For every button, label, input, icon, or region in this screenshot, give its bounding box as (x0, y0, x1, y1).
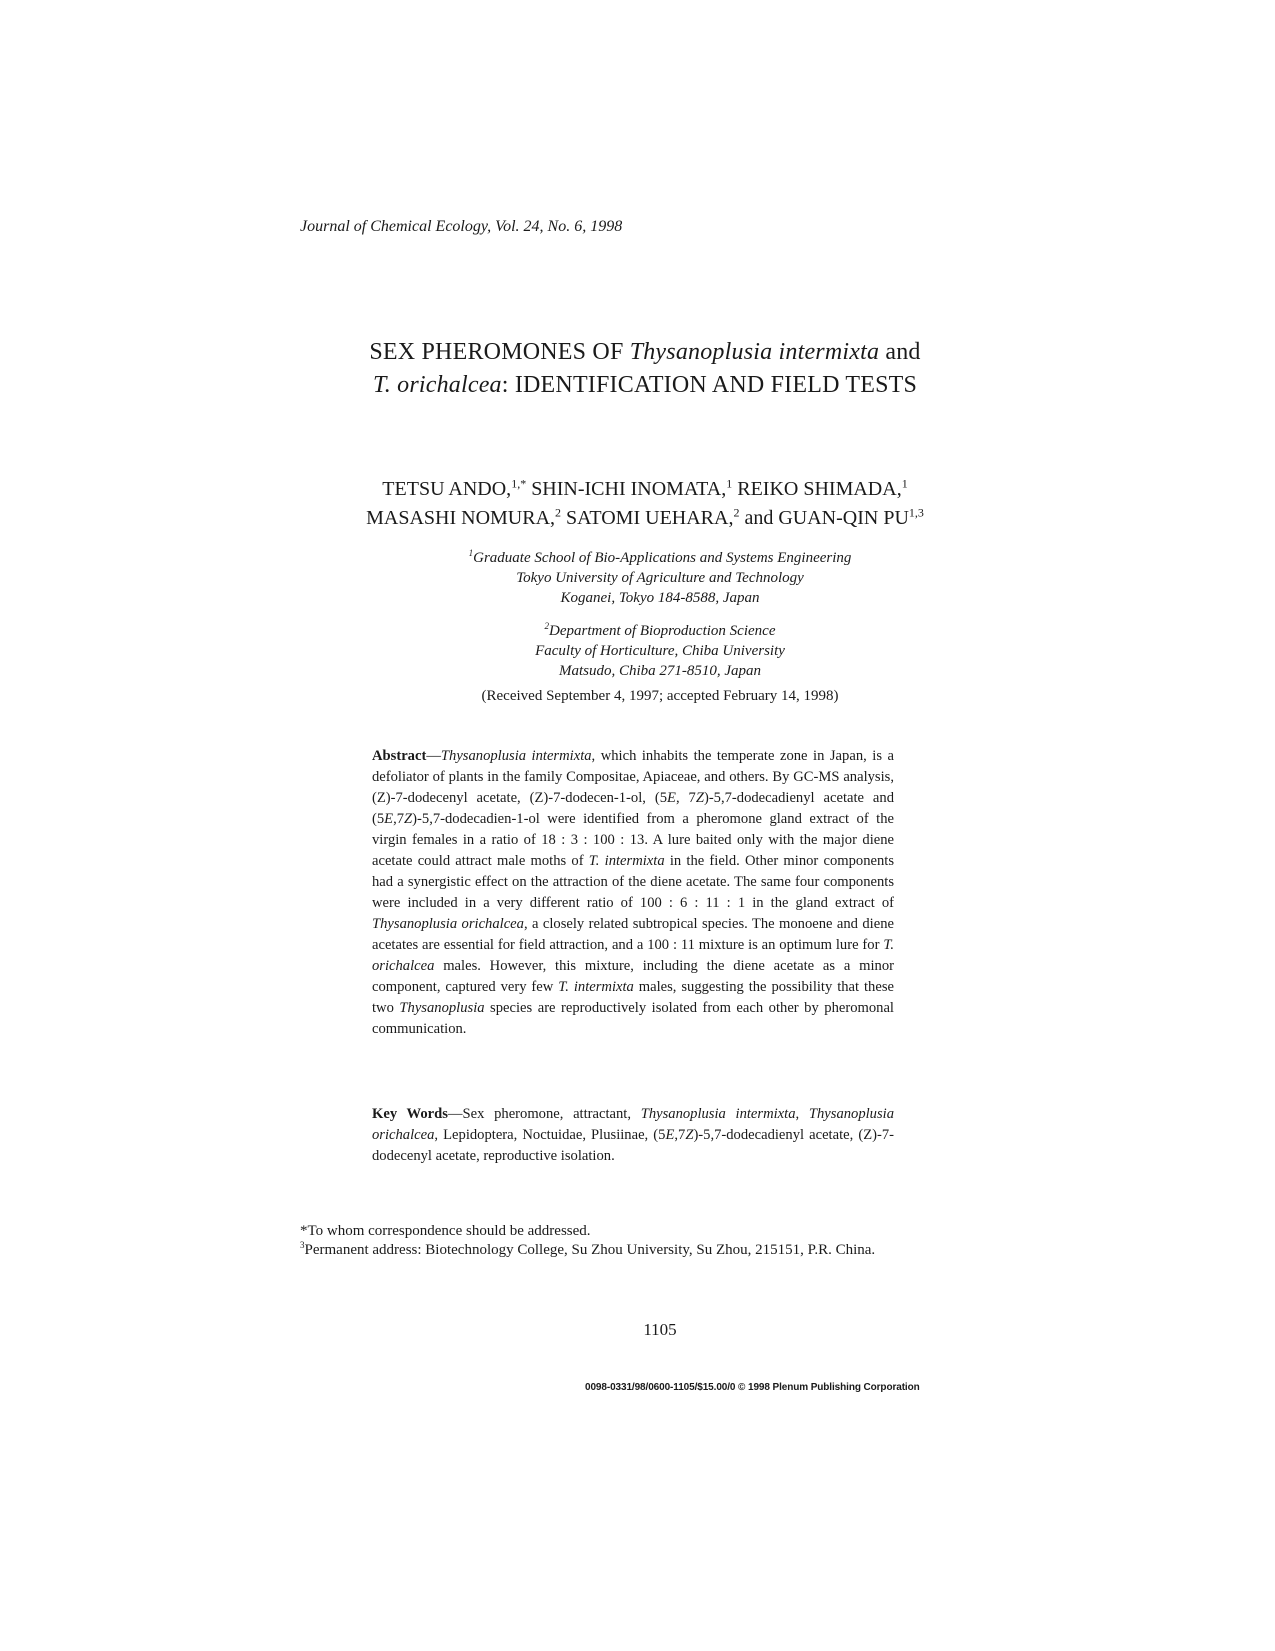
author-affiliation-marker: 1,3 (908, 505, 924, 520)
affiliation-line: $^1$Graduate School of Bio-Applications and Systems Engineering (468, 548, 852, 566)
footnote-marker: 3 (300, 1240, 305, 1250)
title-species-1: Thysanoplusia intermixta (629, 339, 880, 365)
affiliation-line: Matsudo, Chiba 271-8510, Japan (558, 663, 762, 679)
text-segment: )-5,7-dodecadienyl acetate, (Z)-7-dodecenyl acetate, reproductive isolation. (372, 1127, 894, 1164)
title-line1-end: and (879, 339, 921, 365)
text-segment: , 7 (675, 790, 696, 806)
italic-text: Z (695, 790, 704, 806)
text-segment: — (426, 748, 441, 764)
italic-text: E (665, 1127, 675, 1143)
key-words (372, 1104, 894, 1167)
footnote-permanent-address (300, 1241, 980, 1260)
text-segment: )-5,7-dodecadienyl acetate and (5 (372, 790, 895, 827)
italic-text: T. intermixta (558, 979, 634, 995)
author-affiliation-marker: 2 (555, 505, 562, 520)
article-title (280, 336, 1010, 402)
italic-text: Thysanoplusia (399, 1000, 485, 1016)
italic-text: T. orichalcea (372, 937, 894, 974)
title-line1-text: SEX PHEROMONES OF (369, 339, 630, 365)
affiliation-2 (330, 621, 990, 681)
author-name: GUAN-QIN PU (778, 507, 909, 529)
text-segment: , (795, 1106, 809, 1122)
abstract-label: Abstract (372, 748, 427, 764)
italic-text: E (667, 790, 676, 806)
author-affiliation-marker: 1 (726, 476, 733, 491)
page-number: 1105 (643, 1320, 677, 1339)
italic-text: Z (404, 811, 413, 827)
text-segment: males, suggesting the possibility that these two (372, 979, 894, 1016)
text-segment: )-5,7-dodecadien-1-ol were identified from a pheromone gland extract of the virgin females in a ratio of 18 : 3 : 100 : 13. A lure baited only with the major diene acetate could attract male moths of (372, 811, 894, 869)
author-name: MASASHI NOMURA, (366, 507, 556, 529)
journal-citation: Journal of Chemical Ecology, Vol. 24, No. 6, 1998 (300, 218, 623, 235)
footnote-address-text: Permanent address: Biotechnology College, Su Zhou University, Su Zhou, 215151, P.R. China. (304, 1242, 876, 1258)
affiliation-line: $^2$Department of Bioproduction Science (544, 621, 776, 639)
footnote-correspondence: *To whom correspondence should be addressed. (300, 1223, 591, 1239)
text-segment: males. However, this mixture, including the diene acetate as a minor component, captured very few (372, 958, 894, 995)
affiliation-marker: 1 (468, 548, 474, 558)
title-line2-text: : IDENTIFICATION AND FIELD TESTS (501, 372, 918, 398)
italic-text: Thysanoplusia orichalcea (372, 916, 524, 932)
italic-text: Z (685, 1127, 694, 1143)
author-name: REIKO SHIMADA, (737, 478, 902, 500)
author-name: SHIN-ICHI INOMATA, (531, 478, 727, 500)
affiliation-1 (330, 548, 990, 608)
author-name: SATOMI UEHARA, (566, 507, 734, 529)
abstract-body (372, 748, 894, 1037)
affiliation-line: Faculty of Horticulture, Chiba University (535, 643, 785, 659)
text-segment: , Lepidoptera, Noctuidae, Plusiinae, (5 (434, 1127, 666, 1143)
received-dates: (Received September 4, 1997; accepted February 14, 1998) (481, 688, 839, 704)
text-segment: —Sex pheromone, attractant, (447, 1106, 641, 1122)
author-name: TETSU ANDO, (382, 478, 512, 500)
author-list: TETSU ANDO,$^{1,*}$ SHIN-ICHI INOMATA,$^1$ REIKO SHIMADA,$^1$ MASASHI NOMURA,$^2$ SATOMI UEHARA,$^2$ and GUAN-QIN PU$^{1,3}$ (366, 476, 924, 529)
keywords-label: Key Words (372, 1106, 448, 1122)
text-segment: ,7 (674, 1127, 686, 1143)
italic-text: Thysanoplusia orichalcea (372, 1106, 895, 1143)
italic-text: T. intermixta (588, 853, 665, 869)
title-species-2: T. orichalcea (372, 372, 502, 398)
affiliation-marker: 2 (544, 621, 549, 631)
text-segment: species are reproductively isolated from each other by pheromonal communication. (372, 1000, 894, 1037)
text-segment: ,7 (393, 811, 405, 827)
author-affiliation-marker: 1 (901, 476, 908, 491)
italic-text: E (384, 811, 394, 827)
text-segment: , a closely related subtropical species. The monoene and diene acetates are essential for field attraction, and a 100 : 11 mixture is an optimum lure for (372, 916, 894, 953)
author-affiliation-marker: 2 (733, 505, 740, 520)
affiliation-line: Tokyo University of Agriculture and Technology (516, 570, 804, 586)
affiliation-line: Koganei, Tokyo 184-8588, Japan (560, 590, 760, 606)
italic-text: Thysanoplusia intermixta (440, 748, 592, 764)
text-segment: in the field. Other minor components had a synergistic effect on the attraction of the diene acetate. The same four components were included in a very different ratio of 100 : 6 : 11 : 1 in the gland extract of (372, 853, 895, 911)
abstract (372, 746, 894, 1040)
text-segment: , which inhabits the temperate zone in Japan, is a defoliator of plants in the family Compositae, Apiaceae, and others. By GC-MS analysis, (Z)-7-dodecenyl acetate, (Z)-7-dodecen-1-ol, (5 (372, 748, 894, 806)
keywords-body (372, 1106, 894, 1164)
author-affiliation-marker: 1,* (511, 476, 527, 491)
copyright-line: 0098-0331/98/0600-1105/$15.00/0 © 1998 Plenum Publishing Corporation (585, 1382, 920, 1393)
italic-text: Thysanoplusia intermixta (640, 1106, 796, 1122)
